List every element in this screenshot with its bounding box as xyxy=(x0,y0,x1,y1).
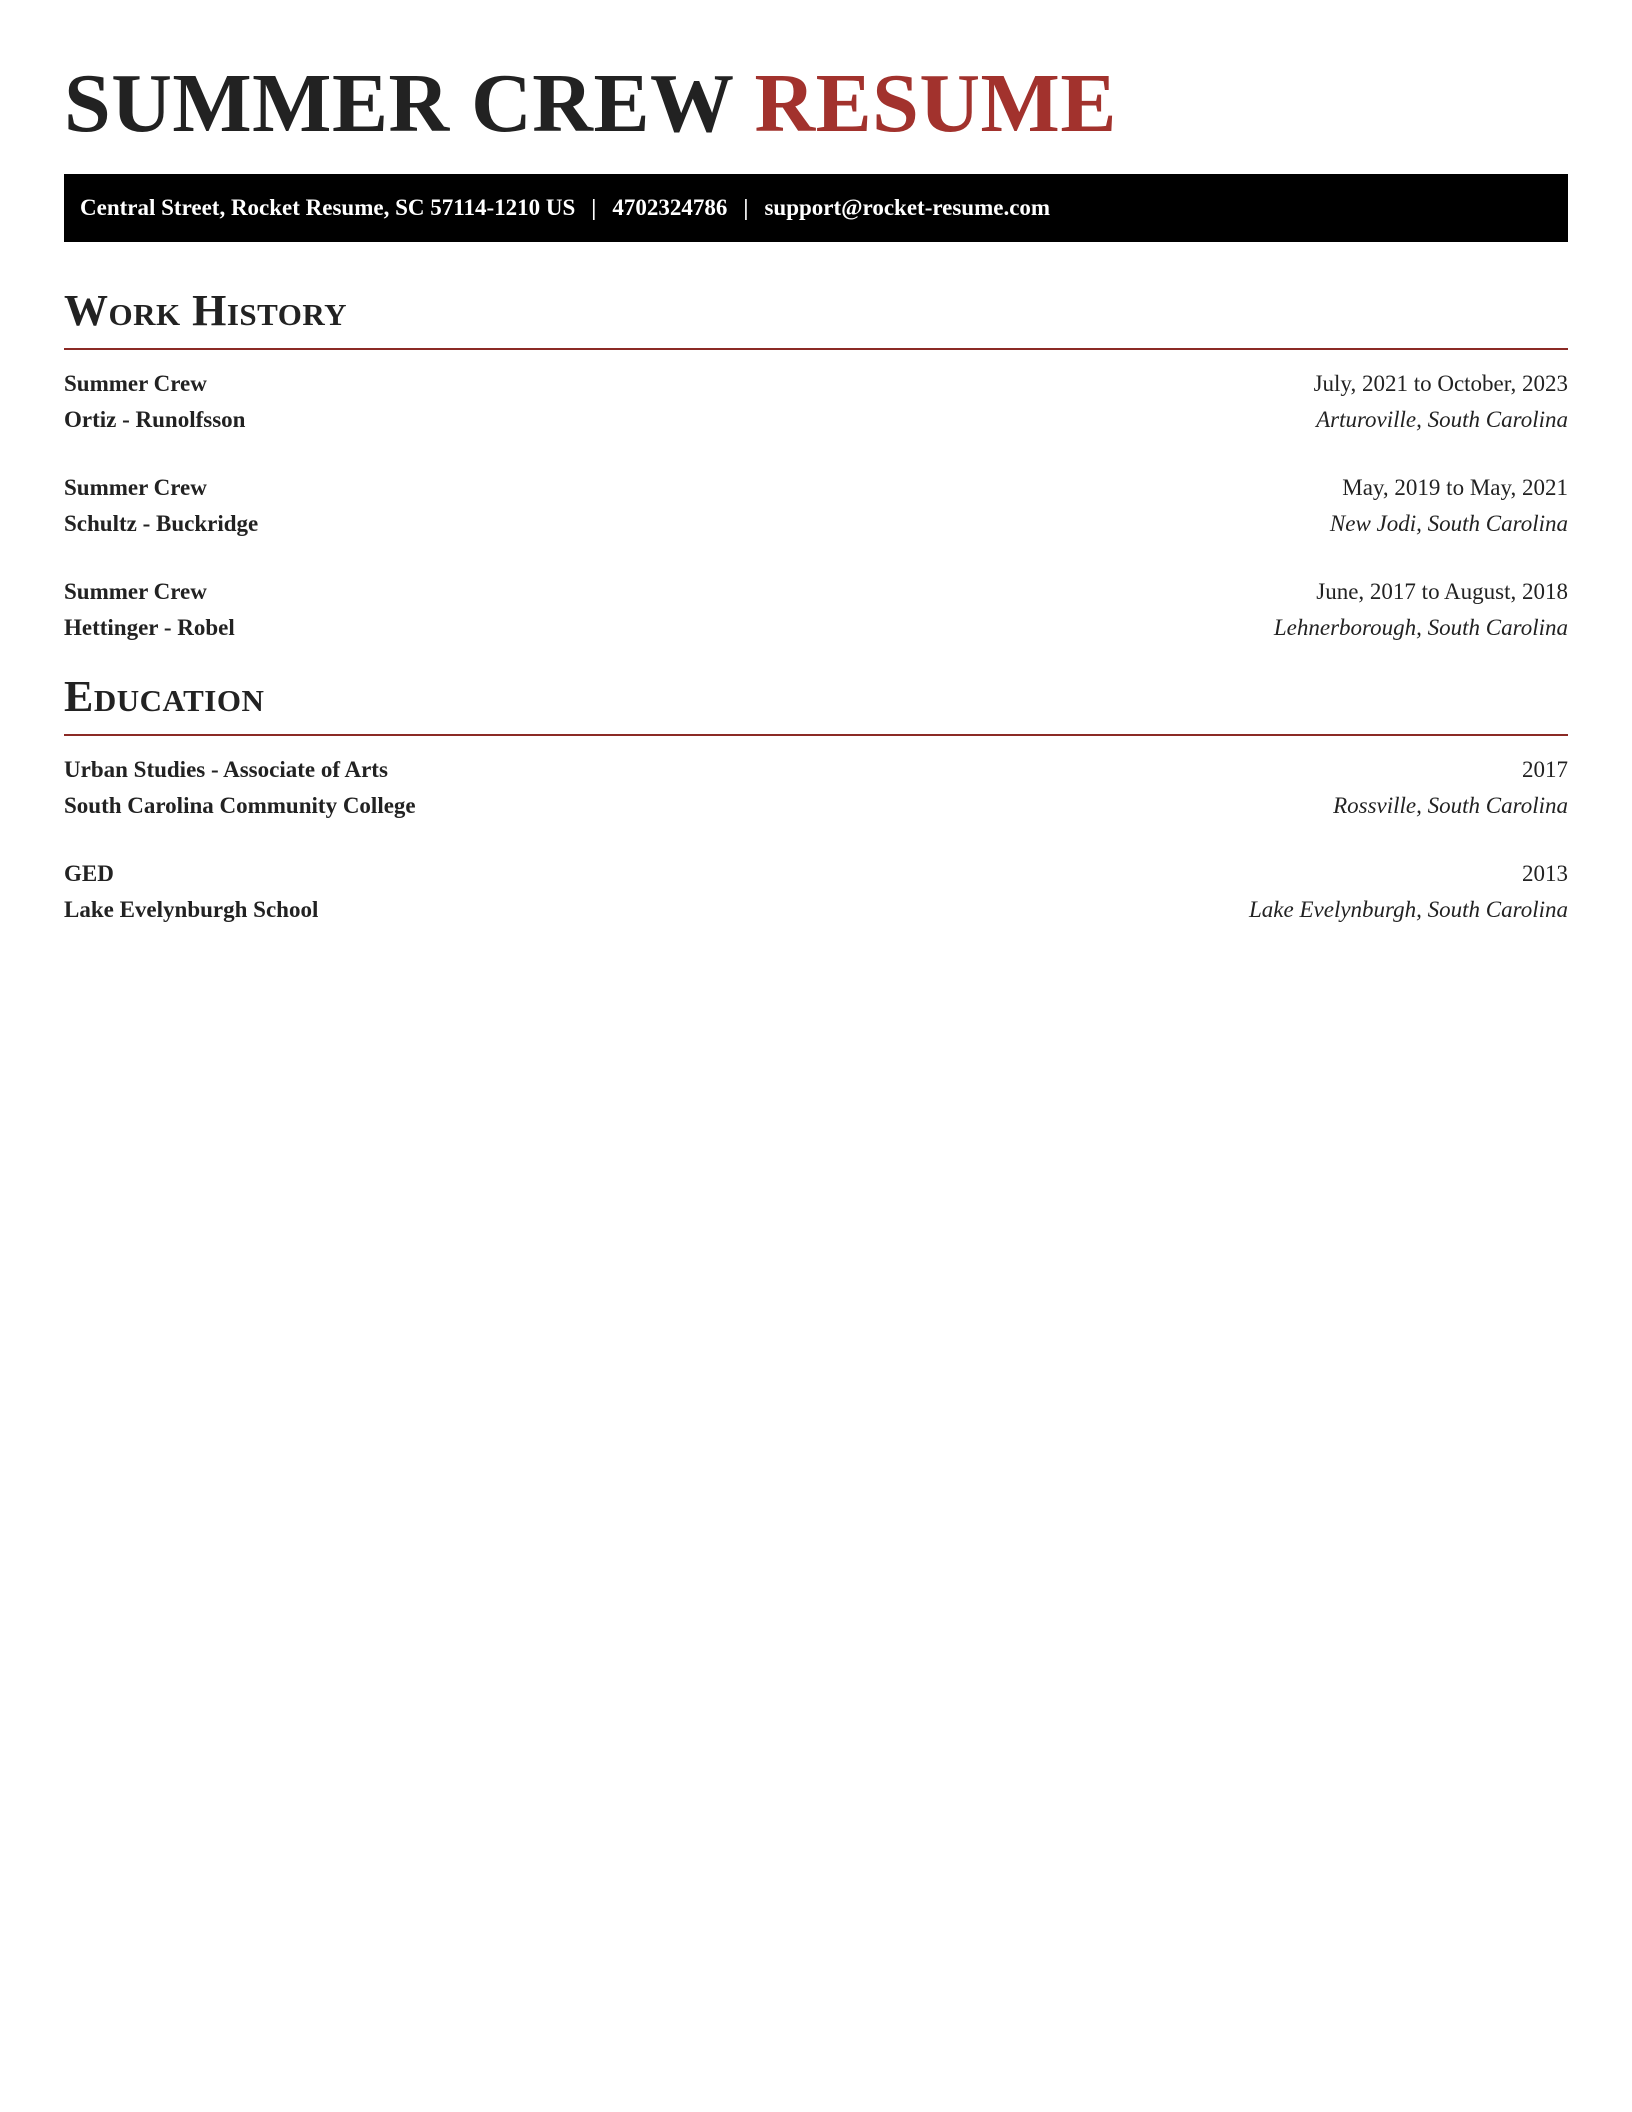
work-entry xyxy=(64,366,1568,438)
job-title: Summer Crew xyxy=(64,475,207,500)
contact-bar xyxy=(64,174,1568,242)
title-accent: RESUME xyxy=(754,57,1117,150)
company-name: Hettinger - Robel xyxy=(64,615,235,640)
section-heading-work-history: Work History xyxy=(64,286,1568,350)
degree-name: GED xyxy=(64,861,114,886)
page-title xyxy=(64,58,1568,150)
job-title: Summer Crew xyxy=(64,579,207,604)
school-location: Rossville, South Carolina xyxy=(1333,793,1568,818)
job-location: New Jodi, South Carolina xyxy=(1329,511,1568,536)
section-heading-education: Education xyxy=(64,672,1568,736)
company-name: Ortiz - Runolfsson xyxy=(64,407,246,432)
contact-separator: | xyxy=(591,195,597,220)
education-entry xyxy=(64,752,1568,824)
contact-address: Central Street, Rocket Resume, SC 57114-1210 US xyxy=(80,195,576,220)
contact-phone: 4702324786 xyxy=(612,195,728,220)
job-dates: June, 2017 to August, 2018 xyxy=(1316,579,1568,604)
company-name: Schultz - Buckridge xyxy=(64,511,259,536)
work-entry xyxy=(64,574,1568,646)
resume-page xyxy=(64,0,1568,928)
graduation-year: 2017 xyxy=(1522,757,1568,782)
title-primary: SUMMER CREW xyxy=(64,57,733,150)
contact-separator: | xyxy=(743,195,749,220)
contact-email: support@rocket-resume.com xyxy=(764,195,1051,220)
graduation-year: 2013 xyxy=(1522,861,1568,886)
school-location: Lake Evelynburgh, South Carolina xyxy=(1249,897,1568,922)
job-location: Lehnerborough, South Carolina xyxy=(1273,615,1568,640)
job-dates: July, 2021 to October, 2023 xyxy=(1313,371,1568,396)
job-location: Arturoville, South Carolina xyxy=(1316,407,1568,432)
job-dates: May, 2019 to May, 2021 xyxy=(1342,475,1568,500)
education-entry xyxy=(64,856,1568,928)
school-name: Lake Evelynburgh School xyxy=(64,897,319,922)
school-name: South Carolina Community College xyxy=(64,793,416,818)
work-entry xyxy=(64,470,1568,542)
job-title: Summer Crew xyxy=(64,371,207,396)
degree-name: Urban Studies - Associate of Arts xyxy=(64,757,388,782)
